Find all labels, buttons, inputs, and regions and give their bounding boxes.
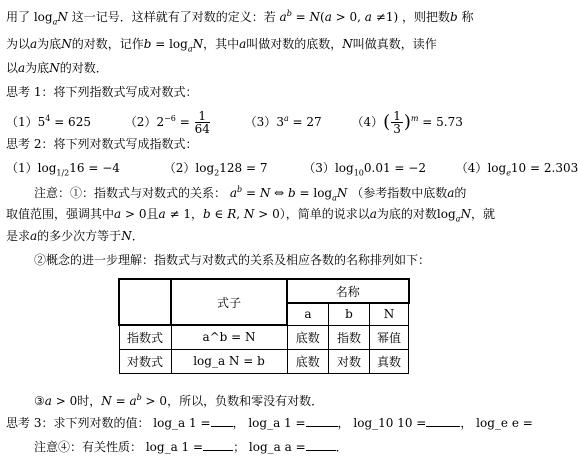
text: 的对数． xyxy=(59,61,108,75)
row-expression: a^b = N xyxy=(171,325,287,349)
table-cell: 底数 xyxy=(287,349,329,373)
table-cell: 底数 xyxy=(287,325,329,349)
question: log_a a = xyxy=(248,440,306,454)
question: log_10 10 = xyxy=(353,416,427,430)
think1-exercises: $(1)5^4 = 625$ $(2)2^{-6}$ = $\frac{1}{64}$ $(3)3^a = 27$ （4）( $\frac{1}{3}$ )$^m$ = 5.73 xyxy=(6,109,463,136)
question: log_a 1 = xyxy=(153,416,211,430)
text: ，则把数 xyxy=(401,10,450,24)
text: 为底 xyxy=(25,61,50,75)
text: 用了 xyxy=(6,10,31,24)
point3-line: ③a > 0时，$N = a^b > 0$，所以，负数和零没有对数． xyxy=(34,393,324,408)
answer-blank[interactable] xyxy=(306,414,338,427)
table-cell: 真数 xyxy=(370,349,409,373)
definition-line-3: 以a为底N的对数． xyxy=(6,61,108,75)
fraction: $\frac{1}{64}$ xyxy=(194,109,210,136)
answer-blank[interactable] xyxy=(211,414,233,427)
table-row xyxy=(119,349,409,373)
definition-line-1: 用了 $\log_aN$ 这一记号．这样就有了对数的定义：若 $a^b = N(a > 0$, a ≠1) ，则把数b 称 xyxy=(6,9,474,27)
column-n: N xyxy=(370,303,409,325)
row-expression: log_a N = b xyxy=(171,349,287,373)
note-line-1: 注意：①：指数式与对数式的关系： $a^b = N$ ⇔ $b = \log_aN$ （参考指数中底数a的 xyxy=(34,185,467,203)
think2-exercises: $(1)\log_{1/2}16 = -4$ $(2)\log_2128 = 7$ $(3)\log_{10}0.01 = -2$ $(4)\log_e10 = 2.303$ xyxy=(6,161,578,178)
think3-line: 思考 3：求下列对数的值： log_a 1 = ， log_a 1 = ， log_10 10 = ， log_e e = xyxy=(6,416,533,430)
text: 这一记号．这样就有了对数的定义：若 xyxy=(71,10,276,24)
text: ，其中 xyxy=(203,37,240,51)
question: log_a 1 = xyxy=(248,416,306,430)
answer-blank[interactable] xyxy=(306,438,336,451)
header-expression: 式子 xyxy=(171,279,287,325)
table-row xyxy=(119,325,409,349)
answer-blank[interactable] xyxy=(426,414,460,427)
fraction: $\frac{1}{3}$ xyxy=(393,109,401,136)
row-label: 指数式 xyxy=(119,325,171,349)
text: ②概念的进一步理解：指数式与对数式的关系及相应各数的名称排列如下： xyxy=(34,253,431,267)
text: 为以 xyxy=(6,37,31,51)
row-label: 对数式 xyxy=(119,349,171,373)
note-line-2: 取值范围，强调其中a > 0且a ≠ 1，b ∈ R, N > 0），简单的说求以a为底的对数$\log_aN$，就 xyxy=(6,207,495,224)
table-cell: 指数 xyxy=(329,325,370,349)
think2-heading xyxy=(6,136,197,152)
text: （参考指数中底数 xyxy=(351,186,448,200)
table-cell: 对数 xyxy=(329,349,370,373)
table-cell: 幂值 xyxy=(370,325,409,349)
answer-blank[interactable] xyxy=(203,438,233,451)
text: 叫做真数，读作 xyxy=(352,37,437,51)
definition-line-2: 为以a为底N的对数，记作$b = \log_aN$，其中a叫做对数的底数，N叫做真数，读作 xyxy=(6,37,437,54)
text: 的 xyxy=(454,186,467,200)
text: 注意④：有关性质： xyxy=(34,440,143,454)
text: 的对数，记作 xyxy=(71,37,144,51)
question: log_a 1 = xyxy=(145,440,204,454)
text: 以 xyxy=(6,61,19,75)
column-b: b xyxy=(329,303,370,325)
think1-heading xyxy=(6,84,197,100)
text: 思考 1：将下列指数式写成对数式： xyxy=(6,85,198,99)
concept-line xyxy=(34,252,430,268)
note4-line: 注意④：有关性质： log_a 1 = ； log_a a = ． xyxy=(34,440,348,454)
text: 思考 3：求下列对数的值： xyxy=(6,416,150,430)
text: 叫做对数的底数， xyxy=(246,37,343,51)
text: 思考 2：将下列对数式写成指数式： xyxy=(6,137,198,151)
header-names: 名称 xyxy=(287,279,409,303)
relation-table xyxy=(118,278,410,374)
text: 注意：①：指数式与对数式的关系： xyxy=(34,186,227,200)
text: 称 xyxy=(461,10,474,24)
table-corner xyxy=(119,279,171,325)
note-line-3: 是求a的多少次方等于N． xyxy=(6,229,144,243)
column-a: a xyxy=(287,303,329,325)
question: log_e e = xyxy=(476,416,533,430)
text: 为底 xyxy=(37,37,62,51)
